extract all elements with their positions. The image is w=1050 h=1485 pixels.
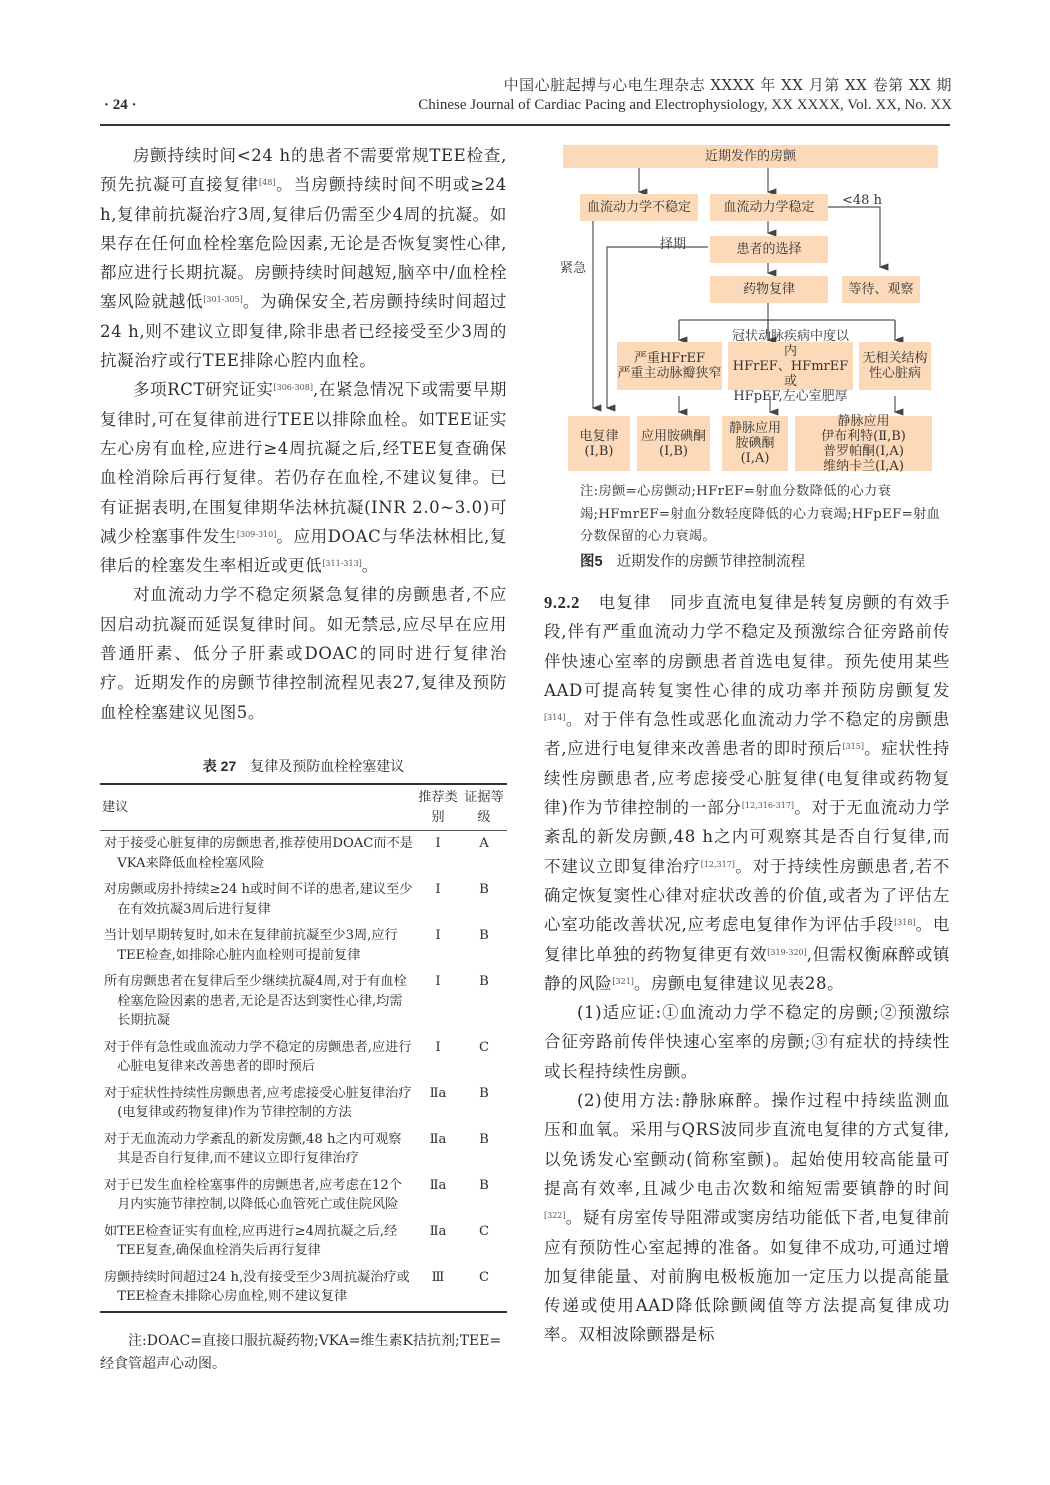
table-header-row <box>100 784 507 831</box>
right-column <box>544 588 950 1350</box>
citation: [314] <box>544 713 566 723</box>
box-electrical <box>568 416 630 471</box>
cell-level: B <box>479 1177 489 1193</box>
cell-class: Ⅱa <box>429 1085 447 1101</box>
section-number: 9.2.2 <box>544 593 580 612</box>
box-line: 冠状动脉疾病中度以内 <box>731 328 849 359</box>
box-recent-af: 近期发作的房颤 <box>563 145 938 168</box>
cell-level: C <box>478 1269 490 1285</box>
citation: [319-320] <box>767 947 807 957</box>
text: 。 <box>361 556 379 576</box>
citation: [322] <box>544 1211 566 1221</box>
table-row <box>100 831 507 878</box>
paragraph <box>544 588 950 998</box>
cell-level: B <box>479 974 489 989</box>
cell-recommendation: 对于症状性持续性房颤患者,应考虑接受心脏复律治疗(电复律或药物复律)作为节律控制的方法 <box>104 1085 412 1120</box>
arrow-stable-wait <box>823 207 880 267</box>
table-row <box>100 1127 507 1173</box>
box-line: (Ⅰ,B) <box>584 443 614 459</box>
table-row <box>100 1035 507 1081</box>
text: 。应用DOAC与华法林相比,复律后的栓塞发生率相近或更低 <box>100 526 507 576</box>
text: 多项RCT研究证实 <box>133 380 274 400</box>
label-elective: 择期 <box>660 237 687 252</box>
text: 。对于伴有急性或恶化血流动力学不稳定的房颤患者,应进行电复律来改善患者的即时预后 <box>544 710 950 759</box>
citation: [318] <box>894 918 916 928</box>
text: 。为确保安全,若房颤持续时间超过24 h,则不建议立即复律,除非患者已经接受至少3周的抗凝治疗或行TEE排除心腔内血栓。 <box>100 292 507 371</box>
paragraph <box>544 1086 950 1350</box>
text: ,但需权衡麻醉或镇静的风险 <box>544 944 950 993</box>
cell-recommendation: 对房颤或房扑持续≥24 h或时间不详的患者,建议至少在有效抗凝3周后进行复律 <box>104 882 413 917</box>
text: 。对于持续性房颤患者,若不确定恢复窦性心律对症状改善的价值,或者为了评估左心室功能改善状况,应考虑电复律作为评估手段 <box>544 856 950 935</box>
citation: [315] <box>842 742 864 752</box>
table-row <box>100 1173 507 1219</box>
header-class: 推荐类别 <box>418 790 458 825</box>
figure-note: 注:房颤=心房颤动;HFrEF=射血分数降低的心力衰竭;HFmrEF=射血分数轻度降低的心力衰竭;HFpEF=射血分数保留的心力衰竭。 <box>580 484 941 544</box>
paragraph: (1)适应证:①血流动力学不稳定的房颤;②预激综合征旁路前传伴快速心室率的房颤;③有症状的持续性或长程持续性房颤。 <box>544 1003 950 1081</box>
text: 。症状性持续性房颤患者,应考虑接受心脏复律(电复律或药物复律)作为节律控制的一部分 <box>544 739 950 818</box>
figure-caption <box>580 550 805 571</box>
journal-title-cn: 中国心脏起搏与心电生理杂志 XXXX 年 XX 月第 XX 卷第 XX 期 <box>503 76 952 94</box>
table-row <box>100 923 507 969</box>
table-title: 复律及预防血栓栓塞建议 <box>250 759 405 775</box>
label-urgent: 紧急 <box>560 261 587 276</box>
cell-recommendation: 对于已发生血栓栓塞事件的房颤患者,应考虑在12个月内实施节律控制,以降低心血管死亡或住院风险 <box>104 1177 402 1212</box>
paragraph <box>100 141 507 375</box>
box-line: (Ⅰ,B) <box>659 443 688 459</box>
box-line: 普罗帕酮(Ⅰ,A) <box>823 443 904 459</box>
cell-class: Ⅰ <box>435 836 441 851</box>
cell-class: Ⅰ <box>435 928 441 943</box>
text: 。电复律比单独的药物复律更有效 <box>544 915 950 964</box>
header-recommendation: 建议 <box>102 799 129 815</box>
box-iv-other <box>795 413 932 474</box>
text: 。当房颤持续时间不明或≥24 h,复律前抗凝治疗3周,复律后仍需至少4周的抗凝。如果存在任何血栓栓塞危险因素,无论是否恢复窦性心律,都应进行长期抗凝。房颤持续时间越短,脑卒中/血栓栓塞风险就越低 <box>100 175 507 312</box>
text: 。疑有房室传导阻滞或窦房结功能低下者,电复律前应有预防性心室起搏的准备。如复律不成功,可通过增加复律能量、对前胸电极板施加一定压力以提高能量传递或使用AAD降低除颤阈值等方法提高复律成功率。双相波除颤器是标 <box>544 1208 950 1345</box>
cell-level: B <box>479 1131 489 1147</box>
cell-recommendation: 所有房颤患者在复律后至少继续抗凝4周,对于有血栓栓塞危险因素的患者,无论是否达到窦性心律,均需长期抗凝 <box>104 974 407 1028</box>
box-line: 静脉应用 <box>728 421 781 436</box>
cell-class: Ⅱa <box>429 1131 447 1147</box>
cell-level: B <box>479 928 489 943</box>
cell-class: Ⅰ <box>435 974 441 989</box>
journal-title-en: Chinese Journal of Cardiac Pacing and Electrophysiology, XX XXXX, Vol. XX, No. XX <box>418 97 952 113</box>
cell-class: Ⅰ <box>435 882 441 897</box>
box-iv-amiodarone <box>722 416 788 471</box>
text: 同步直流电复律是转复房颤的有效手段,伴有严重血流动力学不稳定及预激综合征旁路前传伴快速心室率的房颤患者首选电复律。预先使用某些AAD可提高转复窦性心律的成功率并预防房颤复发 <box>544 593 950 700</box>
left-column <box>100 141 507 727</box>
recommendation-table <box>100 783 507 1313</box>
cell-recommendation: 当计划早期转复时,如未在复律前抗凝至少3周,应行TEE检查,如排除心脏内血栓则可提前复律 <box>104 928 398 963</box>
figure-title: 近期发作的房颤节律控制流程 <box>616 554 806 570</box>
cell-level: A <box>479 836 489 851</box>
text: 房颤持续时间<24 h的患者不需要常规TEE检查,预先抗凝可直接复律 <box>100 146 507 195</box>
paragraph <box>100 375 507 580</box>
box-stable: 血流动力学稳定 <box>710 194 828 221</box>
table-caption <box>100 756 507 776</box>
cell-recommendation: 房颤持续时间超过24 h,没有接受至少3周抗凝治疗或TEE检查未排除心房血栓,则不建议复律 <box>104 1269 410 1304</box>
box-line: 严重HFrEF <box>633 351 706 366</box>
citation: [301-305] <box>203 295 243 305</box>
box-unstable: 血流动力学不稳定 <box>580 194 698 221</box>
paragraph: 对血流动力学不稳定须紧急复律的房颤患者,不应因启动抗凝而延误复律时间。如无禁忌,应尽早在应用普通肝素、低分子肝素或DOAC的同时进行复律治疗。近期发作的房颤节律控制流程见表27,复律及预防血栓栓塞建议见图5。 <box>100 585 507 722</box>
citation: [309-310] <box>236 529 277 539</box>
cell-level: B <box>479 1085 489 1101</box>
cell-class: Ⅲ <box>431 1269 445 1285</box>
cell-recommendation: 对于伴有急性或血流动力学不稳定的房颤患者,应进行心脏电复律来改善患者的即时预后 <box>104 1039 412 1074</box>
text: (2)使用方法:静脉麻醉。操作过程中持续监测血压和血氧。采用与QRS波同步直流电复律的方式复律,以免诱发心室颤动(简称室颤)。起始使用较高能量可提高有效率,且减少电击次数和缩短需要镇静的时间 <box>544 1091 950 1198</box>
cell-level: C <box>478 1223 490 1239</box>
citation: [48] <box>259 178 276 188</box>
box-wait-observe: 等待、观察 <box>842 276 920 303</box>
box-drug-cardioversion: 药物复律 <box>710 276 828 303</box>
box-line: 伊布利特(Ⅱ,B) <box>821 428 906 444</box>
cell-recommendation: 如TEE检查证实有血栓,应再进行≥4周抗凝之后,经TEE复查,确保血栓消失后再行复律 <box>104 1223 398 1258</box>
table-row <box>100 969 507 1035</box>
citation: [12,317] <box>700 859 735 869</box>
citation: [321] <box>612 976 634 986</box>
page-number: · 24 · <box>104 97 137 113</box>
box-line: HFpEF,左心室肥厚 <box>733 388 848 404</box>
citation: [311-313] <box>322 559 362 569</box>
section-title: 电复律 <box>598 593 652 612</box>
box-patient-choice: 患者的选择 <box>710 236 828 263</box>
citation: [12,316-317] <box>741 801 795 811</box>
table-row <box>100 877 507 923</box>
box-amiodarone <box>637 416 710 471</box>
box-line: HFrEF、HFmrEF或 <box>732 358 849 389</box>
cell-class: Ⅱa <box>429 1177 447 1193</box>
cell-recommendation: 对于无血流动力学紊乱的新发房颤,48 h之内可观察其是否自行复律,而不建议立即行复律治疗 <box>104 1131 402 1166</box>
text: 。对于无血流动力学紊乱的新发房颤,48 h之内可观察其是否自行复律,而不建议立即复律治疗 <box>544 798 950 876</box>
box-line: 严重主动脉瓣狭窄 <box>617 366 722 381</box>
box-cad <box>728 328 853 404</box>
table-note: 注:DOAC=直接口服抗凝药物;VKA=维生素K拮抗剂;TEE=经食管超声心动图。 <box>100 1333 502 1372</box>
box-no-structural <box>859 342 931 390</box>
flowchart <box>555 140 950 480</box>
table-label: 表 27 <box>202 758 237 774</box>
text: ,在紧急情况下或需要早期复律时,可在复律前进行TEE以排除血栓。如TEE证实左心房有血栓,应进行≥4周抗凝之后,经TEE复查确保血栓消除后再行复律。若仍存在血栓,不建议复律。已有证据表明,在围复律期华法林抗凝(INR 2.0~3.0)可减少栓塞事件发生 <box>100 380 507 546</box>
cell-level: B <box>479 882 489 897</box>
box-line: 静脉应用 <box>837 413 890 429</box>
box-severe-hf <box>617 342 722 390</box>
label-lt48h: <48 h <box>842 193 882 208</box>
table-row <box>100 1219 507 1265</box>
table-row <box>100 1081 507 1127</box>
header-level: 证据等级 <box>464 790 504 825</box>
box-line: (Ⅰ,A) <box>740 451 770 466</box>
figure-label: 图5 <box>580 554 603 570</box>
box-line: 电复律 <box>579 428 619 444</box>
box-line: 维纳卡兰(Ⅰ,A) <box>823 458 904 474</box>
header-rule <box>100 124 950 126</box>
text: 。房颤电复律建议见表28。 <box>633 973 845 993</box>
box-line: 无相关结构 <box>862 351 928 366</box>
cell-level: C <box>478 1039 490 1055</box>
table-row <box>100 1265 507 1312</box>
cell-class: Ⅱa <box>429 1223 447 1239</box>
box-line: 应用胺碘酮 <box>640 428 706 444</box>
box-line: 胺碘酮 <box>735 436 775 451</box>
box-line: 性心脏病 <box>868 366 921 381</box>
cell-recommendation: 对于接受心脏复律的房颤患者,推荐使用DOAC而不是VKA来降低血栓栓塞风险 <box>104 836 413 871</box>
citation: [306-308] <box>273 383 313 393</box>
cell-class: Ⅰ <box>435 1039 441 1055</box>
